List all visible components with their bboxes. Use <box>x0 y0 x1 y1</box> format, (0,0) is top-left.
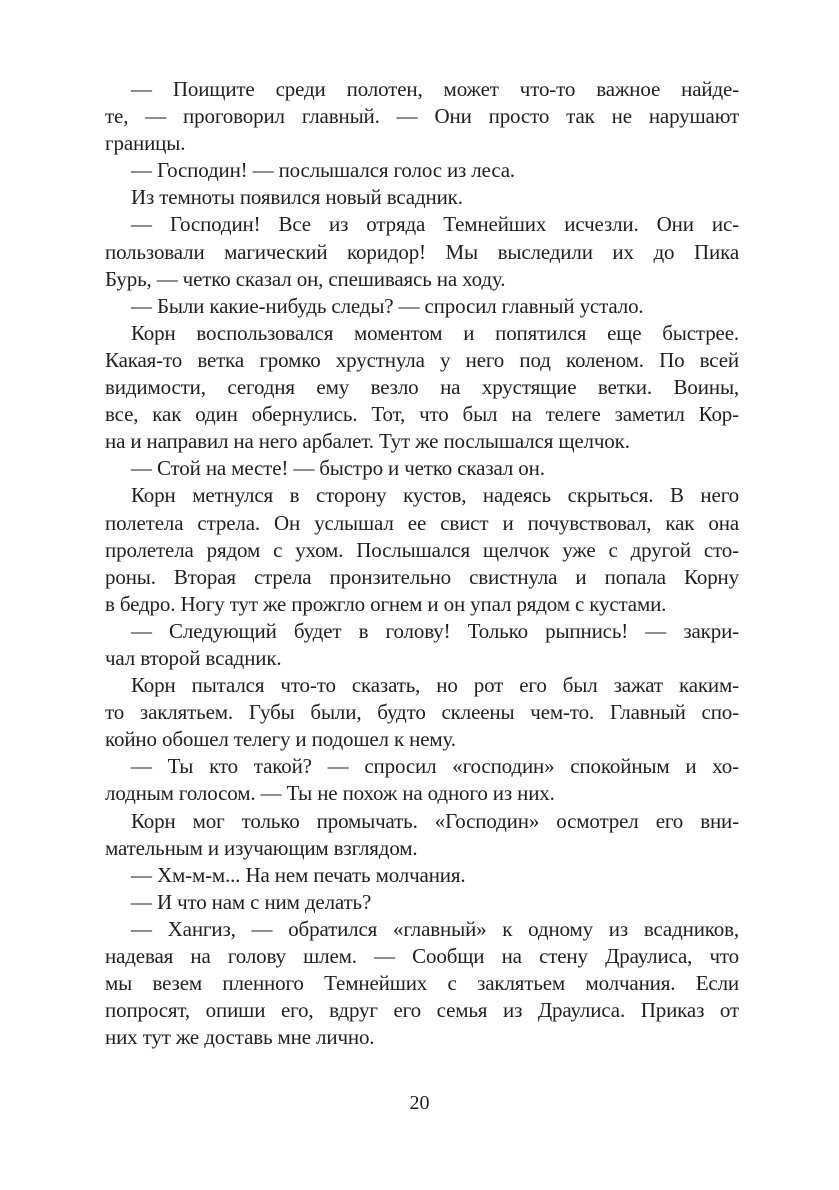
text-line: них тут же доставь мне лично. <box>105 1025 375 1050</box>
text-line: — Хм-м-м... На нем печать молчания. <box>131 862 466 887</box>
text-line: надевая на голову шлем. — Сообщи на стену Драулиса, что <box>105 944 739 968</box>
text-line: — Господин! Все из отряда Темнейших исчезли. Они ис- <box>131 212 739 237</box>
text-line: чал второй всадник. <box>105 645 282 670</box>
text-line: те, — проговорил главный. — Они просто так не нарушают <box>105 104 739 129</box>
text-line: — Были какие-нибудь следы? — спросил главный устало. <box>131 293 644 318</box>
text-line: Какая-то ветка громко хрустнула у него под коленом. По всей <box>105 347 739 372</box>
text-line: попросят, опиши его, вдруг его семья из Драулиса. Приказ от <box>105 998 739 1023</box>
text-line: на и направил на него арбалет. Тут же послышался щелчок. <box>105 429 630 454</box>
text-line: то заклятьем. Губы были, будто склеены чем-то. Главный спо- <box>105 700 739 725</box>
text-line: — Стой на месте! — быстро и четко сказал он. <box>131 456 545 481</box>
text-line: в бедро. Ногу тут же прожгло огнем и он упал рядом с кустами. <box>105 591 667 616</box>
text-line: — Поищите среди полотен, может что-то важное найде- <box>131 77 739 101</box>
body-text <box>105 76 739 1051</box>
text-line: Корн воспользовался моментом и попятился еще быстрее. <box>131 320 739 345</box>
text-line: Из темноты появился новый всадник. <box>131 185 463 210</box>
text-line: лодным голосом. — Ты не похож на одного из них. <box>105 781 555 806</box>
text-line: Бурь, — четко сказал он, спешиваясь на ходу. <box>105 266 506 291</box>
text-line: пользовали магический коридор! Мы выследили их до Пика <box>105 239 739 264</box>
text-line: видимости, сегодня ему везло на хрустящие ветки. Воины, <box>105 375 739 400</box>
text-line: — Ты кто такой? — спросил «господин» спокойным и хо- <box>131 754 739 779</box>
text-line: роны. Вторая стрела пронзительно свистнула и попала Корну <box>105 564 739 589</box>
text-line: полетела стрела. Он услышал ее свист и почувствовал, как она <box>105 510 739 535</box>
text-line: пролетела рядом с ухом. Послышался щелчок уже с другой сто- <box>105 537 739 562</box>
text-line: Корн метнулся в сторону кустов, надеясь скрыться. В него <box>131 483 739 508</box>
text-line: Корн пытался что-то сказать, но рот его был зажат каким- <box>131 673 739 698</box>
text-line: — Следующий будет в голову! Только рыпнись! — закри- <box>131 618 739 643</box>
text-line: — Господин! — послышался голос из леса. <box>131 158 516 183</box>
page-number: 20 <box>409 1092 430 1114</box>
text-line: — И что нам с ним делать? <box>131 889 372 914</box>
text-line: мательным и изучающим взглядом. <box>105 835 418 860</box>
text-line: Корн мог только промычать. «Господин» осмотрел его вни- <box>131 808 739 833</box>
text-line: границы. <box>105 131 186 156</box>
text-line: мы везем пленного Темнейших с заклятьем молчания. Если <box>105 971 739 996</box>
text-line: койно обошел телегу и подошел к нему. <box>105 727 456 752</box>
text-line: — Хангиз, — обратился «главный» к одному из всадников, <box>131 916 739 941</box>
text-line: все, как один обернулись. Тот, что был на телеге заметил Кор- <box>105 402 739 427</box>
